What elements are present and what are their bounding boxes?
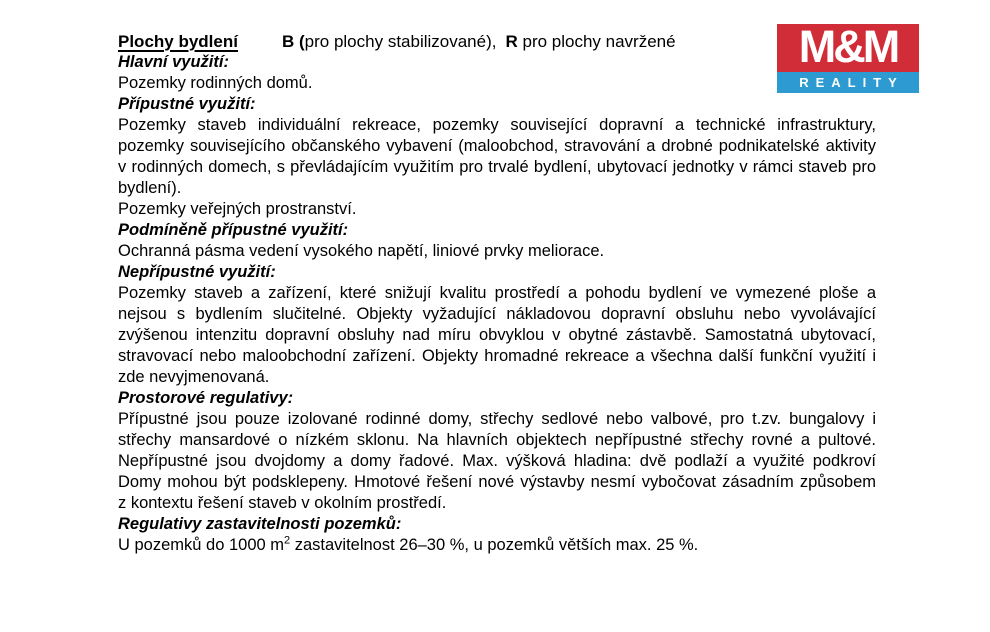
section-heading-hlavni-vyuziti: Hlavní využití: (118, 53, 229, 71)
mm-logo-mark: M&M (777, 24, 919, 72)
section-paragraph: Přípustné jsou pouze izolované rodinné domy, střechy sedlové nebo valbové, pro t.zv. bungalovy i střechy mansardové o nízkém sklonu. Na hlavních objektech nepřípustné střechy rovné a pultové. Nepřípustné jsou dvojdomy a domy řadové. Max. výšková hladina: dvě podlaží a využité podkroví Domy mohou být podsklepeny. Hmotové řešení nové výstavby nesmí vybočovat zásadním způsobem z kontextu řešení staveb v okolním prostředí. (118, 410, 876, 512)
closing-line-superscript: 2 (284, 534, 291, 547)
mm-logo-reality-label: REALITY (777, 72, 919, 93)
title-code-r-text: pro plochy navržené (517, 32, 676, 51)
section-paragraph: Pozemky rodinných domů. (118, 74, 313, 92)
section-paragraph: Pozemky staveb individuální rekreace, pozemky související dopravní a technické infrastruktury, pozemky souvisejícího občanského vybavení (maloobchod, stravování a drobné podnikatelské aktivity v rodinných domech, s převládajícím využitím pro trvalé bydlení, ubytovací jednotky v rámci staveb pro bydlení). (118, 116, 876, 197)
document-content (118, 31, 876, 556)
title-code-b-text: pro plochy stabilizované), (304, 32, 497, 51)
section-heading-regulativy-zastavitelnosti: Regulativy zastavitelnosti pozemků: (118, 515, 402, 533)
closing-line (118, 535, 876, 556)
section-heading-nepripustne-vyuziti: Nepřípustné využití: (118, 263, 276, 281)
section-heading-podminene-pripustne-vyuziti: Podmíněně přípustné využití: (118, 221, 349, 239)
section-paragraph: Pozemky veřejných prostranství. (118, 200, 357, 218)
title-heading: Plochy bydlení (118, 32, 238, 51)
closing-line-text: U pozemků do 1000 m (118, 536, 285, 554)
section-paragraph: Ochranná pásma vedení vysokého napětí, liniové prvky meliorace. (118, 242, 605, 260)
section-heading-prostorove-regulativy: Prostorové regulativy: (118, 389, 294, 407)
title-code-r: R (505, 32, 518, 51)
closing-line-text-after: zastavitelnost 26–30 %, u pozemků větších max. 25 %. (290, 536, 699, 554)
section-paragraph: Pozemky staveb a zařízení, které snižují kvalitu prostředí a pohodu bydlení ve vymezené ploše a nejsou s bydlením slučitelné. Objekty vyžadující nákladovou dopravní obsluhu nebo vyvolávající zvýšenou intenzitu dopravní obsluhy nad míru obvyklou v obytné zástavbě. Samostatná ubytovací, stravovací nebo maloobchodní zařízení. Objekty hromadné rekreace a všechna další funkční využití i zde nevyjmenovaná. (118, 284, 876, 386)
title-code-b: B ( (281, 32, 305, 51)
section-heading-pripustne-vyuziti: Přípustné využití: (118, 95, 256, 113)
document-title (118, 31, 876, 52)
